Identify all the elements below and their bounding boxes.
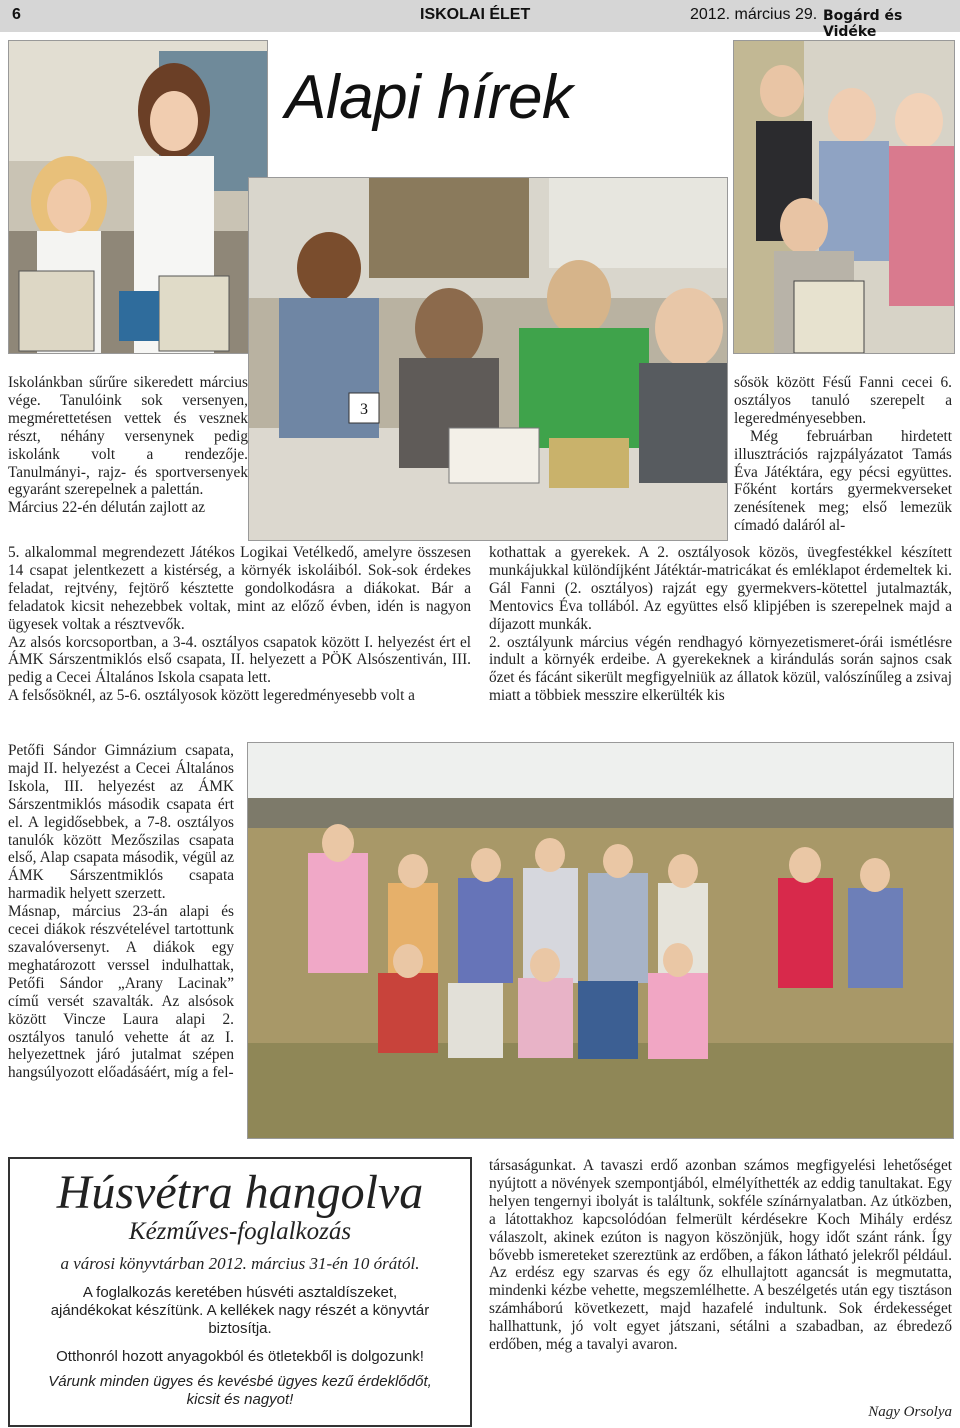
ad-date-location: a városi könyvtárban 2012. március 31-én 10 órától.	[60, 1254, 420, 1273]
paragraph: társaságunkat. A tavaszi erdő azonban számos megfigyelési lehetőséget nyújtott a növények szempontjából, elmélyíthették az eddig tanultakat. Egy helyen tengernyi ibolyát is találtunk, sokféle színárnyalatban. Az útközben, a látottakhoz kapcsolódóan felmerült kérdésekre Koch Mihály erdész válaszolt, akinek ezúton is nagyon köszönjük, hogy időt szánt ránk. Így bővebb ismereteket szereztünk az erdőben, a fákon látható jelekről például. Az erdész egy szarvas és egy őz elhullajtott agancsát is megmutatta, mindenki kézbe vehette, megszemlélhette. A beszélgetés után egy tisztáson számháború következett, majd hazafelé indultunk. Sok érdekességet hallhattunk, jó volt egyet játszani, sétálni a szabadban, az ébredező erdőben, még a tavalyi avaron.	[489, 1157, 952, 1354]
paragraph: Még februárban hirdetett illusztrációs rajzpályázatot Tamás Éva Játéktára, egy pécsi együttes. Főként kortárs gyermekverseket zenésítenek meg; első lemezük címadó daláról al-	[734, 427, 952, 535]
issue-date: 2012. március 29.	[690, 6, 818, 23]
article-narrow-column	[8, 742, 234, 1082]
paragraph: A felsősöknél, az 5-6. osztályosok között legeredményesebb volt a	[8, 687, 415, 705]
photo-classroom-competition	[248, 177, 728, 541]
paragraph: Petőfi Sándor Gimnázium csapata, majd II. helyezést a Cecei Általános Iskola, III. helyezést az ÁMK Sárszentmiklós második csapata ért el. A legidősebbek, a 7-8. osztályos tanulók között Mezőszilas csapata első, Alap csapata második, végül az ÁMK Sárszentmiklós csapata harmadik helyett szerzett.	[8, 742, 234, 903]
paragraph: kothattak a gyerekek. A 2. osztályosok közös, üvegfestékkel készített munkájukkal különdíjként Játéktár-matricákat és emléklapot érdemeltek ki. Gál Fanni (2. osztályos) rajzát egy gyermekvers-kötettel jutalmazták, Mentovics Éva tollából. Az együttes első klipjében is szerepelnek majd a díjazott munkák.	[489, 544, 952, 633]
article-bottom-right	[489, 1157, 952, 1354]
ad-invitation: Várunk minden ügyes és kevésbé ügyes kezű érdeklődőt, kicsit és nagyot!	[48, 1373, 432, 1408]
newspaper-name: Bogárd és Vidéke	[823, 8, 903, 40]
article-title: Alapi hírek	[285, 63, 573, 132]
ad-materials-note: Otthonról hozott anyagokból és ötletekből is dolgozunk!	[56, 1348, 424, 1365]
paragraph: sősök között Fésű Fanni cecei 6. osztályos tanuló szerepelt a legeredményesebben.	[734, 374, 952, 427]
page-header	[0, 0, 960, 40]
photo-group-in-meadow	[247, 742, 954, 1139]
paragraph: 2. osztályunk március végén rendhagyó környezetismeret-órái ismétlésre indult a környék erdeibe. A gyerekeknek a kirándulás során sajnos csak őzet és fácánt sikerült megfigyelniük az állatok közül, valószínűleg a zsivaj miatt a többiek messzire elkerülték kis	[489, 633, 952, 705]
article-mid-block	[489, 544, 952, 705]
paragraph: Az alsós korcsoportban, a 3-4. osztályos csapatok között I. helyezést ért el ÁMK Sárszentmiklós első csapata, II. helyezett a PÖK Alsószentiván, III. pedig a Cecei Általános Iskola csapata lett.	[8, 633, 471, 687]
article-wide-block	[8, 544, 471, 705]
paragraph: Iskolánkban sűrűre sikeredett március vége. Tanulóink sok versenyen, megmérettetésen vettek és vesznek részt, néhány versenynek pedig iskolánk volt a rendezője. Tanulmányi-, rajz- és sportversenyek egyaránt szerepelnek a palettán.	[8, 374, 248, 499]
paragraph: Másnap, március 23-án alapi és cecei diákok részvételével tartottunk szavalóversenyt. A diákok egy meghatározott verssel indulhattak, Petőfi Sándor „Arany Lacinak” című versét szavalták. Az alsósok között Vincze Laura alapi 2. osztályos tanuló vehette át az I. helyezettnek járó jutalmat szépen hangsúlyozott előadásáért, míg a fel-	[8, 903, 234, 1082]
photo-boys-with-drawings	[733, 40, 955, 354]
article-right-column-top	[734, 374, 952, 535]
article-left-column-top	[8, 374, 248, 517]
event-ad-box	[8, 1157, 472, 1427]
ad-title: Húsvétra hangolva	[56, 1166, 424, 1219]
paragraph: Március 22-én délután zajlott az	[8, 499, 206, 517]
paragraph: 5. alkalommal megrendezett Játékos Logikai Vetélkedő, amelyre összesen 14 csapat jelentkezett a kistérség, a környék iskoláiból. Sok-sok érdekes feladat, rejtvény, fejtörő késztette gondolkodásra a diákokat. Bár a feladatok kicsit nehezebbek voltak, mint az előző évben, idén is nagyon ügyesek voltak a résztvevők.	[8, 544, 471, 633]
photo-girls-with-drawings	[8, 40, 268, 354]
ad-description: A foglalkozás keretében húsvéti asztaldíszeket, ajándékokat készítünk. A kellékek nagy részét a könyvtár biztosítja.	[50, 1284, 430, 1337]
page-number: 6	[12, 6, 21, 23]
ad-subtitle: Kézműves-foglalkozás	[128, 1218, 352, 1245]
article-author: Nagy Orsolya	[868, 1404, 952, 1420]
section-name: ISKOLAI ÉLET	[420, 6, 531, 23]
table-card-number: 3	[360, 401, 368, 418]
